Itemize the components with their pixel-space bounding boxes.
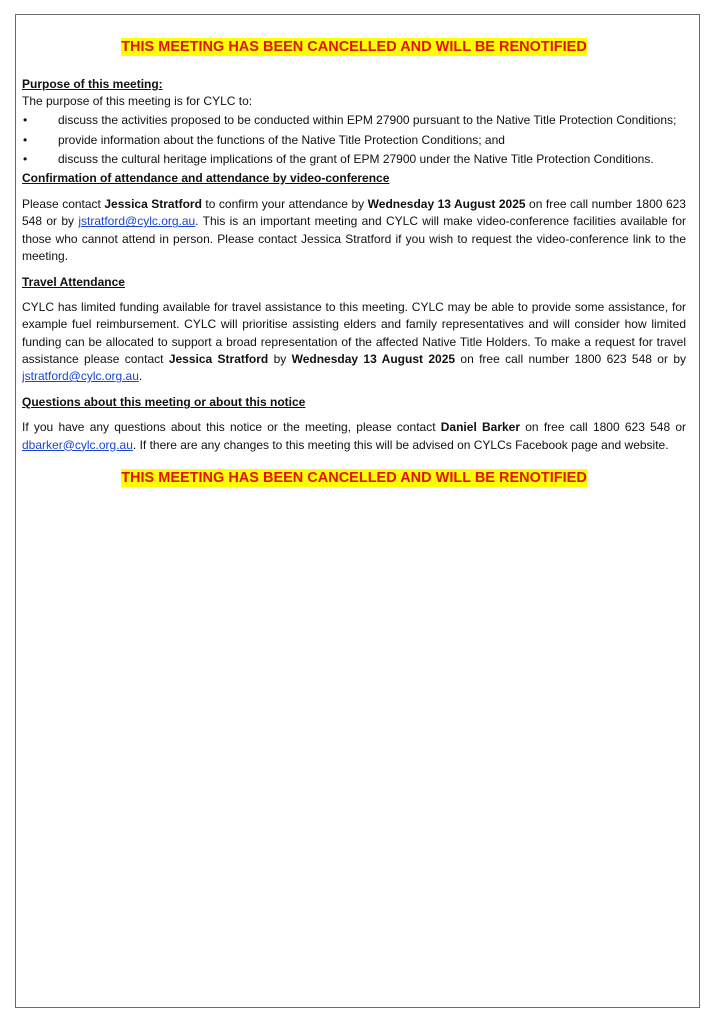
text-run: on free call number 1800 623 548 or by (455, 351, 687, 366)
email-link-dbarker[interactable]: dbarker@cylc.org.au (22, 437, 133, 452)
email-link-jstratford[interactable]: jstratford@cylc.org.au (22, 369, 139, 384)
text-run: . If there are any changes to this meeting this will be advised on CYLCs Facebook page and website. (132, 437, 669, 452)
text-run: on free call number 1800 623 548 or by (22, 197, 686, 229)
list-item-text: discuss the activities proposed to be conducted within EPM 27900 pursuant to the Native Title Protection Conditions; (58, 113, 677, 128)
travel-section (22, 274, 686, 385)
list-item (22, 151, 686, 168)
text-run: on free call 1800 623 548 or (520, 420, 687, 435)
text-run: . (138, 369, 143, 384)
contact-name: Jessica Stratford (104, 197, 202, 212)
cancellation-banner-top (22, 38, 686, 57)
bullet-icon: • (23, 151, 28, 166)
cancellation-banner-top-text: THIS MEETING HAS BEEN CANCELLED AND WILL BE RENOTIFIED (121, 39, 587, 55)
bullet-icon: • (23, 132, 28, 147)
confirmation-section (22, 170, 686, 265)
text-run: . This is an important meeting and CYLC will make video-conference facilities available for those who cannot attend in person. Please contact Jessica Stratford if you wish to request the video-conference link to the meeting. (22, 214, 686, 263)
purpose-section (22, 76, 686, 168)
text-run: to confirm your attendance by (201, 197, 368, 212)
purpose-intro: The purpose of this meeting is for CYLC to: (22, 94, 253, 109)
email-link-jstratford[interactable]: jstratford@cylc.org.au (78, 214, 196, 229)
list-item (22, 132, 686, 149)
text-run: by (268, 351, 292, 366)
deadline-date: Wednesday 13 August 2025 (291, 351, 456, 366)
text-run: If you have any questions about this notice or the meeting, please contact (22, 420, 441, 435)
list-item-text: discuss the cultural heritage implications of the grant of EPM 27900 under the Native Title Protection Conditions. (58, 151, 654, 166)
bullet-icon: • (23, 113, 28, 128)
confirmation-paragraph (22, 196, 686, 265)
text-run: Please contact (22, 197, 105, 212)
confirmation-heading: Confirmation of attendance and attendance by video-conference (22, 171, 390, 186)
purpose-heading: Purpose of this meeting: (22, 77, 163, 91)
text-run: CYLC has limited funding available for travel assistance to this meeting. CYLC may be able to provide some assistance, for example fuel reimbursement. CYLC will prioritise assisting elders and family representatives and will consider how limited funding can be allocated to support a broad representation of the affected Native Title Holders. To make a request for travel assistance please contact (22, 300, 686, 366)
questions-heading: Questions about this meeting or about this notice (22, 395, 306, 410)
notice-content (22, 38, 686, 488)
cancellation-banner-bottom (22, 469, 686, 488)
travel-paragraph (22, 299, 686, 385)
purpose-list (22, 112, 686, 168)
questions-paragraph (22, 419, 686, 453)
list-item (22, 112, 686, 129)
contact-name: Jessica Stratford (168, 351, 269, 366)
cancellation-banner-bottom-text: THIS MEETING HAS BEEN CANCELLED AND WILL BE RENOTIFIED (121, 469, 587, 486)
questions-section (22, 394, 686, 454)
travel-heading: Travel Attendance (22, 275, 125, 290)
list-item-text: provide information about the functions of the Native Title Protection Conditions; and (58, 132, 505, 147)
deadline-date: Wednesday 13 August 2025 (367, 197, 526, 212)
contact-name: Daniel Barker (440, 420, 521, 435)
